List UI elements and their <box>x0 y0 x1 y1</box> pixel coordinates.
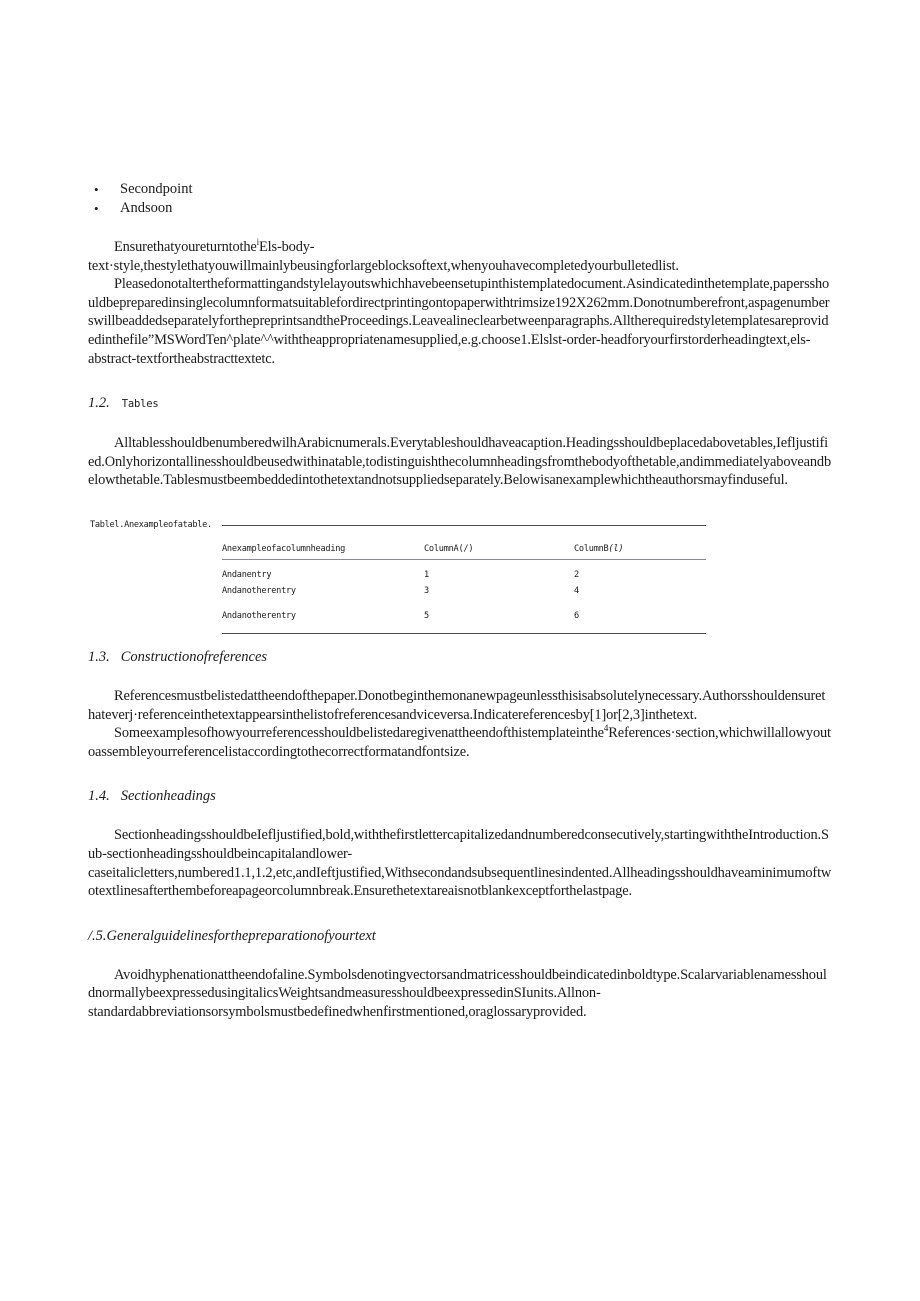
rule-cell <box>424 525 574 539</box>
bullet-list <box>88 180 832 218</box>
spacer <box>88 490 832 510</box>
paragraph-text-a: Someexamplesofhowyourreferencesshouldbelistedaregivenattheendofthistemplateinthe <box>114 725 604 742</box>
cell-column-b: 2 <box>574 569 579 580</box>
table-header-row <box>222 539 706 560</box>
section-number: 1.2. <box>88 395 110 412</box>
column-header-description: Anexampleofacolumnheading <box>222 539 424 560</box>
column-header-b-unit: (l) <box>608 543 624 554</box>
spacer <box>88 218 832 238</box>
spacer <box>88 901 832 927</box>
column-header-a-label: ColumnA <box>424 543 459 554</box>
cell-column-a: 3 <box>424 585 429 596</box>
paragraph-intro-two: Pleasedonotaltertheformattingandstylelayoutswhichhavebeensetupinthistemplatedocument.Asindicatedinthetemplate,papersshouldbepreparedinsinglecolumnformatsuitablefordirectprintingontopaperwithtrimsize192X262mm.Donotnumberefront,aspagenumberswillbeaddedseparatelyforthepreprintsandtheProceedings.Leavealineclearbetweenparagraphs.Alltherequiredstyletemplatesareprovidedinthefile”MSWordTen^plate^^withtheappropriatenamesupplied,e.g.choose1.Elslst-order-headforyourfirstorderheadingtext,els-abstract-textfortheabstracttextetc. <box>88 276 830 367</box>
table-block <box>88 510 832 622</box>
paragraph-references-two <box>88 724 832 761</box>
spacer <box>88 946 832 966</box>
section-title: Tables <box>121 398 159 411</box>
column-header-a-unit: (/) <box>458 543 474 554</box>
column-header-a <box>424 539 574 560</box>
cell-column-a: 5 <box>424 599 574 634</box>
rule-cell <box>574 525 706 539</box>
spacer <box>88 761 832 787</box>
superscript-marker: 4 <box>603 723 609 734</box>
superscript-marker: i <box>256 237 260 248</box>
cell-description: Andanentry <box>222 569 272 580</box>
spacer <box>88 414 832 434</box>
list-item <box>88 199 832 218</box>
cell-column-a: 1 <box>424 569 429 580</box>
section-number: 1.3. <box>88 648 110 665</box>
list-item <box>88 180 832 199</box>
column-header-b <box>574 539 706 560</box>
list-item-text: Secondpoint <box>120 181 193 197</box>
cell-column-b: 4 <box>574 585 579 596</box>
cell-column-b: 6 <box>574 599 706 634</box>
section-heading-general-guidelines <box>88 927 832 946</box>
section-title: Constructionofreferences <box>120 648 268 665</box>
table-row <box>222 599 706 634</box>
spacer <box>88 806 832 826</box>
paragraph-section-headings-body: SectionheadingsshouldbeIefljustified,bold,withthefirstlettercapitalizedandnumberedconsecutively,startingwiththeIntroduction.Sub-sectionheadingsshouldbeincapitalandlower-caseitalicletters,numbered1.1,1.2,etc,andIeftjustified,Withsecondandsubsequentlinesindented.Allheadingsshouldhaveaminimumoftwotextlinesafterthembeforeapageorcolumnbreak.Ensurethetextareaisnotblankexceptforthelastpage. <box>88 827 832 900</box>
paragraph-text-b: References·section,whichwillallowyoutoassembleyourreferencelistaccordingtothecorrectformatandfontsize. <box>88 725 831 760</box>
example-data-table <box>222 525 706 634</box>
cell-description: Andanotherentry <box>222 585 296 596</box>
bullet-marker-icon: • <box>94 182 99 197</box>
bullet-marker-icon: • <box>94 201 99 216</box>
table-row <box>222 583 706 599</box>
table-row <box>222 559 706 583</box>
paragraph-references-one: Referencesmustbelistedattheendofthepaper.Donotbeginthemonanewpageunlessthisisabsolutelynecessary.Authorsshouldensurethateverj·referenceinthetextappearsinthelistofreferencesandviceversa.Indicatereferencesby[1]or[2,3]inthetext. <box>88 687 826 723</box>
table-caption: Tablel.Anexampleofatable. <box>90 519 212 530</box>
section-heading-sectionheadings <box>88 787 832 806</box>
section-heading-references <box>88 648 832 667</box>
section-title: Generalguidelinesforthepreparationofyourtext <box>106 927 376 944</box>
spacer <box>88 667 832 687</box>
column-header-b-label: ColumnB <box>574 543 609 554</box>
paragraph-text-a: Ensurethatyoureturntothe <box>114 239 257 255</box>
rule-cell <box>222 525 424 539</box>
spacer <box>88 368 832 394</box>
list-item-text: Andsoon <box>120 200 173 216</box>
paragraph-tables-body: AlltablesshouldbenumberedwilhArabicnumerals.Everytableshouldhaveacaption.Headingsshouldbeplacedabovetables,Iefljustified.Onlyhorizontallinesshouldbeusedwithinatable,todistinguishthecolumnheadingsfromthebodyofthetable,andimmediatelyaboveandbelowthetable.Tablesmustbeembeddedintothetextandnotsuppliedseparately.Belowisanexamplewhichtheauthorsmayfinduseful. <box>88 435 832 489</box>
paragraph-intro-one <box>88 238 832 275</box>
section-heading-tables <box>88 394 832 414</box>
paragraph-general-guidelines-body: Avoidhyphenationattheendofaline.Symbolsdenotingvectorsandmatricesshouldbeindicatedinboldtype.ScalarvariablenamesshouldnormallybeexpressedusingitalicsWeightsandmeasuresshouldbeexpressedinSIunits.Allnon-standardabbreviationsorsymbolsmustbedefinedwhenfirstmentioned,oraglossaryprovided. <box>88 966 827 1020</box>
page-content <box>88 180 832 1021</box>
section-number: /.5. <box>88 927 107 944</box>
section-title: Sectionheadings <box>120 788 216 805</box>
table-head <box>222 525 706 559</box>
section-number: 1.4. <box>88 788 110 805</box>
paragraph-text-b: Els-body-text·style,thestylethatyouwillmainlybeusingforlargeblocksoftext,whenyouhavecompletedyourbulletedlist. <box>88 239 679 274</box>
cell-description: Andanotherentry <box>222 599 424 634</box>
table-top-rule-row <box>222 525 706 539</box>
table-body <box>222 559 706 633</box>
